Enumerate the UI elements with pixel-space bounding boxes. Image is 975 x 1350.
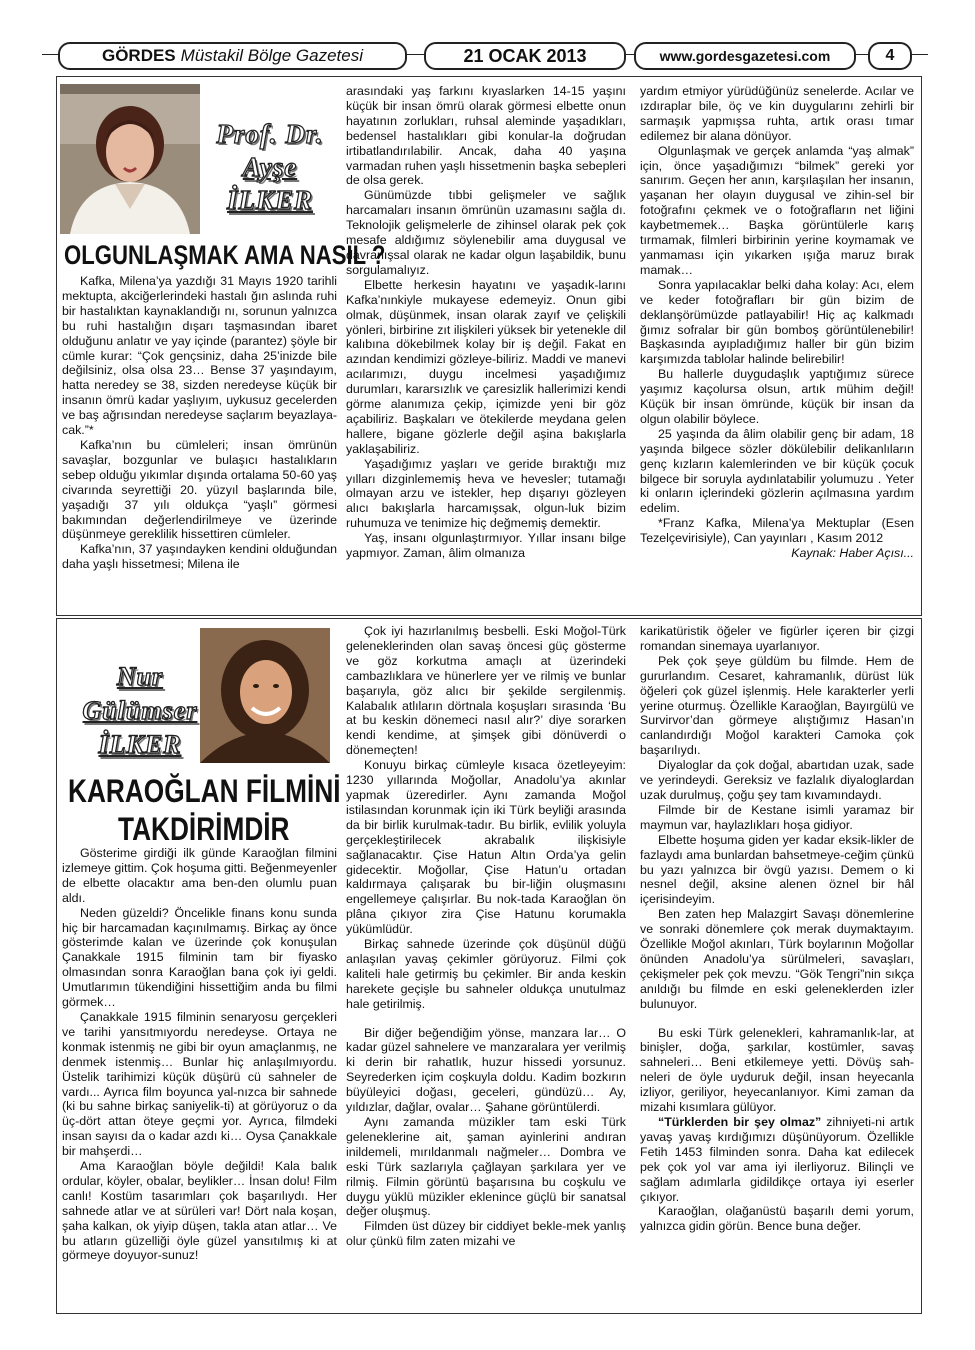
paragraph: Bu hallerle duygudaşlık yaptığımız sürece yaşımız kaçolursa olsun, artık mühim değil! Küçük bir insan ömründe, küçük bir insan da olgun olabilir böylece. xyxy=(640,367,914,426)
page-number: 4 xyxy=(868,42,912,70)
paragraph: Filmden üst düzey bir ciddiyet bekle-mek yanlış olur çünkü film zaten mizahi ve xyxy=(346,1219,626,1249)
paragraph: karikatüristik öğeler ve figürler içeren bir çizgi romandan sinemaya uyarlanıyor. xyxy=(640,624,914,653)
paragraph: Karaoğlan, olağanüstü başarılı demi yorum, yalnızca gidin görün. Bence buna değer. xyxy=(640,1204,914,1234)
paragraph: Gösterime girdiği ilk günde Karaoğlan filmini izlemeye gittim. Çok hoşuma gitti. Beğenmeyenler de elbette olacaktır ama ben-den olumlu puan aldı. xyxy=(62,846,337,905)
paragraph: Günümüzde tıbbi gelişmeler ve sağlık harcamaları insanın ömrünün uzamasını sağla dı. Teknolojik gelişmelerle de zihinsel olarak pek çok mesafe aldığımız söylenebilir ama duygusal ve davranışsal olarak ne kadar olgun laşabildik, bunu sorgulamalıyız. xyxy=(346,188,626,277)
paragraph: Sonra yapılacaklar belki daha kolay: Acı, elem ve keder fotoğrafları bir gün bizim de deklanşörümüzde patlayabilir! Hiç aç kalkmadı ğımız sofralar bir gün bomboş görüntülenebilir! Başkasında ayıpladığımız haller bir gün bizim karşımızda tablolar halinde belirebilir! xyxy=(640,277,914,367)
paragraph: Çanakkale 1915 filminin senaryosu gerçekleri ve tarihi yansıtmıyordu neredeyse. Ortaya ne konmak istenmiş ne gibi bir oyun amaçlanmış, ne denmek istenmiş… Bunlar hiç anlaşılmıyordu. Üstelik tarihimizi küçük düşürü cü sahneler de vardı... Ayrıca film boyunca yal-nızca bir sahnede (ki bu sahne birkaç saniyelik-ti) at görüyoruz o da üç-dört attan öteye geçmi yor. Ayrıca, filmdeki insan sayısı da o kadar azdı ki… Oysa Çanakkale bir mahşerdi… xyxy=(62,1009,337,1159)
paragraph: Diyaloglar da çok doğal, abartıdan uzak, sade ve yerindeydi. Gereksiz ve fazlalık diyaloglardan uzak durulmuş, çoğu şey tam kıvamındaydı. xyxy=(640,758,914,802)
article2-column-2 xyxy=(346,624,626,1308)
paragraph: Neden güzeldi? Öncelikle finans konu sunda hiç bir harcamadan kaçınılmamış. Birkaç ay önce gösterimde kalan ve üzerinde çok konuşulan Çanakkale 1915 filminin tam bir fiyasko olmasından sonra Karaoğlan bana çok iyi geldi. Umutlarımın tükendiğini hissettiğim anda bu filmi görmek… xyxy=(62,905,337,1010)
paragraph: arasındaki yaş farkını kıyaslarken 14-15 yaşını küçük bir insan ömrü olarak görmesi elbette onun hayatının zorlukları, ruhsal aleminde yaşadıkları, bedensel hastalıkları gibi konular-la doğrudan irtibatlandırılabilir. Ancak, daha 40 yaşına varmadan ruhen yaşlı hissetmenin başka sebepleri de olsa gerek. xyxy=(346,84,626,188)
paragraph xyxy=(640,1115,914,1204)
paragraph: *Franz Kafka, Milena’ya Mektuplar (Esen Tezelçevirisiyle), Can yayınları , Kasım 2012 xyxy=(640,516,914,546)
author-last-name: İLKER xyxy=(226,185,314,215)
article1-column-1 xyxy=(62,274,337,609)
author-last-name: İLKER xyxy=(98,730,182,759)
paragraph: Filmde bir de Kestane isimli yaramaz bir maymun var, haylazlıkları hoşa gidiyor. xyxy=(640,802,914,832)
paragraph: Yaşadığımız yaşları ve geride bıraktığı mız yılları dizginlememiş heva ve hevesler; tutamağı olmayan arzu ve istekler, hep dışarıyı gözleyen alıcı bakışlarla harcamışsak, olgun-luk bizim ruhumuza ve tenimize hiç değmemiş demektir. xyxy=(346,456,626,531)
author-byline-nur-gulumser-ilker xyxy=(60,660,220,762)
paragraph: Birkaç sahnede üzerinde çok düşünül düğü anlaşılan yavaş çekimler görüyoruz. Filmi çok kaliteli hale getirmiş bu çekimler. Bir anda keskin harekete geçişle bu sahneler oldukça unutulmaz hale getirilmiş. xyxy=(346,937,626,1011)
paragraph: Bir diğer beğendiğim yönse, manzara lar… O kadar güzel sahnelere ve manzaralara yer verilmiş ki derin bir rahatlık, huzur hissedi yorsunuz. Seyrederken içim coşkuyla doldu. Kadim bozkırın büyüleyici doğası, geceleri, gündüzü… Ay, yıldızlar, dağlar, ovalar… Şahane görüntülerdi. xyxy=(346,1025,626,1115)
author-photo-ayse-ilker xyxy=(60,84,200,234)
paragraph: Elbette herkesin hayatını ve yaşadık-larını Kafka’nınkiyle mukayese edemeyiz. Onun gibi olmak, düşünmek, insan olarak zayıf ve çelişkili yönleri, birbirine zıt ilişkileri yüksek bir yetenekle dil kalıbına dökebilmek kolay bir iş değil. Fakat en azından kendimizi gözleye-biliriz. Maddi ve manevi acılarımızı, duygu incelmesi yaşadığımız durumları, kararsızlık ve çaresizlik hallerimizi kendi görme alanımıza çekip, içimizde yeni bir göz açabiliriz. Başkaları ve ötekilerde meydana gelen hallere, bigane gözlerle değil aşina bakışlarla yaklaşabiliriz. xyxy=(346,277,626,456)
author-byline-ayse-ilker xyxy=(200,118,340,217)
paragraph: Olgunlaşmak ve gerçek anlamda “yaş almak” için, önce yaşadığımızı “bilmek” gereki yor sanırım. Geçen her anın, karşılaşılan her insanın, yaşanan her olayın duygusal ve zihin-sel bir fotoğrafını çekmek ve o fotoğrafların net liğini kaybetmemek… Başka görüntülerle karış tırmamak, filmleri birbirinin yerine koymamak ve yanmaması için yıkarken ışığa maruz bırak mamak… xyxy=(640,143,914,277)
author-title: Prof. Dr. xyxy=(216,119,324,149)
paragraph: Kafka’nın bu cümleleri; insan ömrünün savaşlar, bozgunlar ve bulaşıcı hastalıkların sebep olduğu yıkımlar dışında ortalama 50-60 yaş civarında seyrettiği 20. yüzyıl başlarında bile, yaşadığı 37 yılı oldukça “yaşlı” görmesi bakımından değerlendirilmeye ve üzerinde düşünmeye gereklilik hissettiren cümleler. xyxy=(62,437,337,542)
article2-column-3 xyxy=(640,624,914,1308)
paragraph: Elbette hoşuma giden yer kadar eksik-likler de fazlaydı ama bunlardan bahsetmeye-ceğim çünkü bu yazı yalnızca bir övgü yazısı. Demem o ki nesnel değil, aksine alenen öznel bir hâl içerisindeyim. xyxy=(640,832,914,907)
bold-quote: “Türklerden bir şey olmaz” xyxy=(658,1115,822,1129)
newspaper-name-italic: Müstakil Bölge Gazetesi xyxy=(180,46,364,65)
article2-column-1 xyxy=(62,846,337,1308)
headline-olgunlasmak: OLGUNLAŞMAK AMA NASIL ? xyxy=(64,240,386,270)
portrait-illustration xyxy=(60,84,200,234)
paragraph: yardım etmiyor yürüdüğünüz senelerde. Acılar ve ızdıraplar bile, öç ve kin duygularını zehirli bir sarmaşık yapmışsa ruhta, artık orası tımar edilemez bir alana dönüyor. xyxy=(640,84,914,143)
paragraph: Kafka, Milena’ya yazdığı 31 Mayıs 1920 tarihli mektupta, akciğerlerindeki hastalı ğın aslında ruhi bir hastalıktan kaynaklandığı nı, sorunun yalnızca bu ruhi hastalığın dışarı taşmasından ibaret olduğunu anlatır ve yay içinde (parantez) şöyle bir cümle kurar: “Çok gençsiniz, daha 25’inizde bile değilsiniz, olsa olsa 23… Bense 37 yaşındayım, hatta neredey se 38, sizden neredeyse küçük bir insanın ömrü kadar yaşlıyım, uykusuz gecelerden ve baş ağrısından neredeyse saçlarım beyazlaya-cak.”* xyxy=(62,274,337,438)
paragraph: Aynı zamanda müzikler tam eski Türk geleneklerine ait, şaman ayinlerini andıran inildemeli, mırıldanmalı nağmeler… Dombra ve eski Türk sazlarıyla çağlayan şarkılara yer ve rilmiş. Filmin görüntü başarısına bu coşkulu ve duygu yüklü müzikler eklenince güçlü bir sanatsal değer oluşmuş. xyxy=(346,1115,626,1219)
paragraph: Ben zaten hep Malazgirt Savaşı dönemlerine ve sonraki dönemlere çok merak duymaktayım. Özellikle Moğol akınları, Türk boylarının Moğollar önünden Anadolu’ya sürülmeleri, savaşları, çekişmeler pek çok mevzu. “Gök Tengri”nin sıkça anıldığı bu filmde en eski geleneklerden izler bulunuyor. xyxy=(640,907,914,1011)
issue-date: 21 OCAK 2013 xyxy=(424,42,626,70)
newspaper-name xyxy=(58,42,407,70)
paragraph: Konuyu birkaç cümleyle kısaca özetleyeyim: 1230 yıllarında Moğollar, Anadolu’ya akınlar yapmak üzeredirler. Aynı zamanda Moğol istilasından korunmak için iki Türk beyliği arasında da bir birlik kurulmak-tadır. Bu birlik, evlilik yoluyla gerçekleştirilecek akrabalık ilişkisiyle sağlanacaktır. Çise Hatun Altın Orda’ya gelin gidecektir. Moğollar, Çise Hatun’u ortadan kaldırmaya çalışarak bu bir-liğin oluşmasını engellemeye çalışırlar. Bu nok-tada Karaoğlan ön plâna çıkıyor zira Çise Hatunu korumakla yükümlüdür. xyxy=(346,758,626,937)
paragraph-text: zihniyeti-ni artık yavaş yavaş kırdığımızı düşünüyorum. Özellikle Fetih 1453 filminden sonra. Daha kat edilecek pek çok yol var ama iyi ilerliyoruz. Bilinçli ve sağlam adımlarla gidildikçe ortaya iyi eserler çıkıyor. xyxy=(640,1115,914,1204)
paragraph: Kafka’nın, 37 yaşındayken kendini olduğundan daha yaşlı hissetmesi; Milena ile xyxy=(62,542,337,572)
paragraph: Ama Karaoğlan böyle değildi! Kala balık ordular, köyler, obalar, beylikler… İnsan dolu! Film canlı! Kostüm tasarımları çok başarılıydı. Her sahnede atlar ve at sürüleri var! Dört nala koşan, şaha kalkan, ok yiyip düşen, takla atan atlar… Ve bu atların güzelliği öyle güzel yansıtılmış ki at görmeye doyuyor-sunuz! xyxy=(62,1159,337,1263)
paragraph: Pek çok şeye güldüm bu filmde. Hem de gururlandım. Cesaret, kahramanlık, dürüst lük öğeleri çok güzel işlenmiş. Hele karakterler yerli yerine oturmuş. Özellikle Karaoğlan, Bayırgülü ve Survirvor’dan görmeye alıştığımız Hasan’ın canlandırdığı Moğol karakteri Camoka çok başarılıydı. xyxy=(640,653,914,758)
article1-column-3 xyxy=(640,84,914,609)
newspaper-name-bold: GÖRDES xyxy=(101,46,176,65)
source-credit: Kaynak: Haber Açısı... xyxy=(791,546,914,561)
headline-karaoglan-line2: TAKDİRİMDİR xyxy=(118,811,290,847)
article1-column-2 xyxy=(346,84,626,609)
website-url[interactable]: www.gordesgazetesi.com xyxy=(634,42,856,70)
headline-karaoglan-line1: KARAOĞLAN FİLMİNİ xyxy=(68,773,341,809)
author-first-name: Nur Gülümser xyxy=(82,662,198,725)
paragraph: Bu eski Türk gelenekleri, kahramanlık-lar, at binişler, doğa, şarkılar, kostümler, savaş sahneleri… Beni etkilemeye yetti. Dövüş sah-neleri de öyle uyduruk değil, insan heyecanla izliyor, geriliyor, heyecanlanıyor. Kimi zaman da mizahi kısımlara gülüyor. xyxy=(640,1025,914,1115)
paragraph: Çok iyi hazırlanılmış besbelli. Eski Moğol-Türk geleneklerinden olan savaş öncesi güç gösterme ve göz korkutma amaçlı at üzerindeki cambazlıklara ve hünerlere yer ve rilmiş ve bunlar başarıyla, göz alıcı bir şekilde sergilenmiş. Kalabalık atlıların dörtnala koşuşları sırasında ‘Bu at bu keskin dönemeci nasıl alır?’ diye sorarken kendi kendime, at şimşek gibi dönüverdi o dönemeçten! xyxy=(346,624,626,758)
paragraph: 25 yaşında da âlim olabilir genç bir adam, 18 yaşında bilgece sözler dökülebilir delikanlıların genç kızların kalemlerinden ve bir küçük çocuk bilgece bir soruyla aydınlatabilir yolumuzu . Yeter ki onların içlerindeki gözlerin açılmasına yardım edelim. xyxy=(640,426,914,516)
author-first-name: Ayşe xyxy=(242,152,298,182)
paragraph: Yaş, insanı olgunlaştırmıyor. Yıllar insanı bilge yapmıyor. Zaman, âlim olmanıza xyxy=(346,531,626,561)
